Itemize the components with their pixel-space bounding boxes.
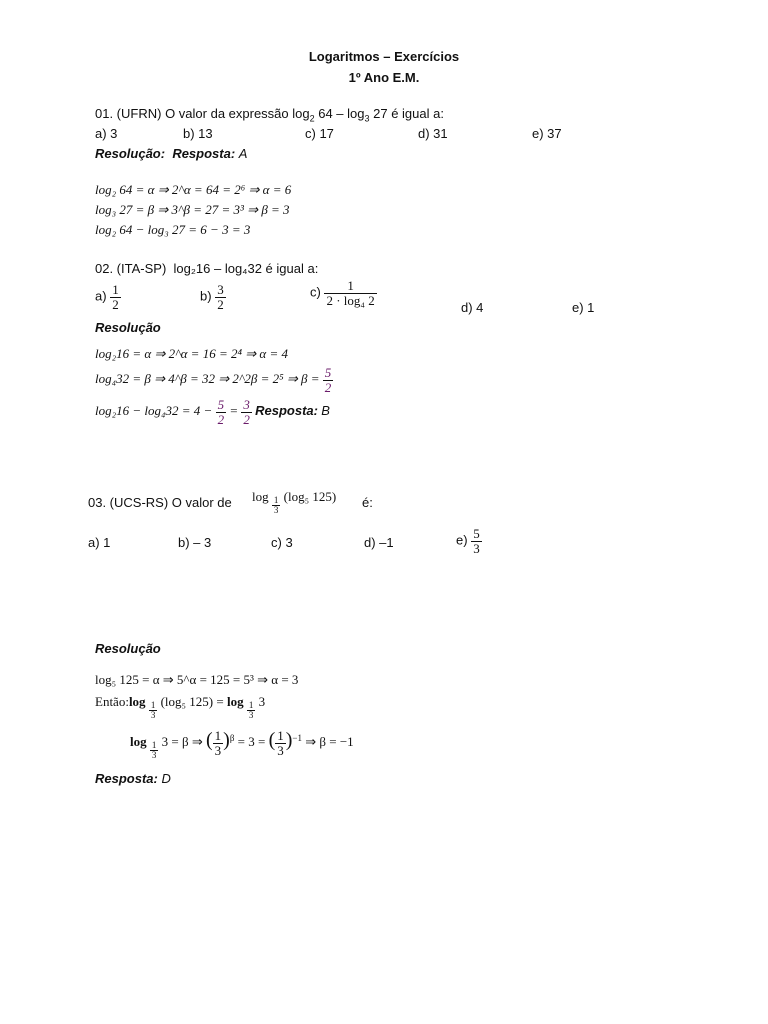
q3-option-e-fraction — [471, 527, 482, 555]
q2-option-b-label: b) — [200, 288, 212, 304]
q3-expr-base-den: 3 — [273, 505, 279, 515]
q3-step-3-paren-close-1: ) — [223, 729, 230, 752]
q2-step-2-num: 5 — [324, 365, 332, 380]
q2-option-c — [310, 279, 377, 307]
q3-option-e-den: 3 — [473, 540, 480, 556]
q3-step-3-base-den: 3 — [151, 750, 157, 761]
q3-step-3-frac-1 — [213, 729, 224, 757]
q1-option-d: d) 31 — [418, 126, 448, 141]
q1-option-c: c) 17 — [305, 126, 334, 141]
q3-step-2-log2: log — [226, 694, 244, 709]
q1-option-b: b) 13 — [183, 126, 213, 141]
question-3-suffix: é: — [362, 495, 373, 510]
q2-option-a-den: 2 — [112, 296, 119, 312]
q1-step-2: log₃ 27 = β ⇒ 3^β = 27 = 3³ ⇒ β = 3 — [95, 202, 290, 217]
q3-step-3-mid: 3 = β ⇒ — [161, 734, 203, 750]
question-1-statement — [95, 106, 444, 124]
q2-option-b-num: 3 — [217, 282, 224, 297]
q3-option-e — [456, 527, 482, 555]
page-title: Logaritmos – Exercícios — [308, 49, 460, 64]
q3-step-3 — [130, 729, 354, 761]
q3-step-3-end: ⇒ β = −1 — [305, 734, 354, 750]
q3-step-3-exp1: β — [229, 732, 235, 743]
q3-step-2-base2-den: 3 — [248, 710, 254, 720]
question-1-sub1: 2 — [309, 113, 315, 124]
q3-option-d: d) –1 — [364, 535, 394, 550]
q3-step-2-end: 3 — [258, 694, 266, 709]
q3-expr-base-num: 1 — [273, 494, 279, 505]
q2-option-c-num: 1 — [324, 279, 376, 294]
q3-step-2 — [95, 694, 265, 720]
q1-step-3: log₂ 64 − log₃ 27 = 6 − 3 = 3 — [95, 222, 251, 237]
question-3-prefix: 03. (UCS-RS) O valor de — [88, 495, 232, 510]
q3-step-2-base2-num: 1 — [248, 699, 254, 710]
q2-step-3 — [95, 398, 330, 426]
q3-expr-inner: (log₅ 125) — [283, 489, 337, 504]
q2-option-a — [95, 283, 121, 311]
q1-resposta-label: Resposta: — [172, 146, 236, 161]
q2-step-2 — [95, 366, 333, 394]
q1-resolution-header — [95, 146, 247, 161]
q2-step-3-f1-num: 5 — [217, 397, 225, 412]
q2-resposta-label: Resposta: — [255, 403, 318, 419]
q2-option-c-label: c) — [310, 284, 321, 300]
q3-expr-base — [272, 496, 281, 516]
q3-option-c: c) 3 — [271, 535, 293, 550]
q2-option-b — [200, 283, 226, 311]
question-2-prefix: 02. (ITA-SP) — [95, 261, 167, 276]
q3-resolucao-label: Resolução — [95, 641, 161, 656]
q3-step-3-frac-1-num: 1 — [214, 728, 222, 743]
q3-resposta-label: Resposta: — [95, 771, 158, 786]
question-1-text-pre: O valor da expressão log — [165, 106, 310, 121]
q2-option-b-fraction — [215, 283, 226, 311]
q2-option-a-num: 1 — [112, 282, 119, 297]
q3-step-2-base-num: 1 — [150, 699, 156, 710]
q3-step-3-frac-2-den: 3 — [277, 742, 284, 758]
q3-step-3-frac-1-den: 3 — [214, 742, 222, 758]
q3-step-3-paren-open-2: ( — [268, 729, 276, 752]
question-1-text-mid: 64 – log — [314, 106, 365, 121]
q1-step-1: log₂ 64 = α ⇒ 2^α = 64 = 2⁶ ⇒ α = 6 — [95, 182, 292, 197]
q2-resolucao-label: Resolução — [95, 320, 161, 335]
question-1-sub2: 3 — [364, 113, 370, 124]
q3-step-3-base — [150, 741, 159, 761]
q1-option-a: a) 3 — [95, 126, 118, 141]
q3-resposta-value: D — [161, 771, 171, 786]
q2-step-3-text: log₂16 − log₄32 = 4 − — [95, 403, 213, 419]
q3-option-a: a) 1 — [88, 535, 111, 550]
q2-step-2-text: log₄32 = β ⇒ 4^β = 32 ⇒ 2^2β = 2⁵ ⇒ β = — [95, 371, 320, 387]
q2-step-3-f1-den: 2 — [217, 411, 225, 427]
q3-step-3-base-num: 1 — [151, 739, 157, 750]
q3-step-3-exp2: −1 — [292, 732, 302, 743]
q2-step-3-equals: = — [229, 403, 239, 419]
q3-answer — [95, 771, 171, 786]
q2-step-2-fraction — [323, 366, 334, 394]
q2-option-e: e) 1 — [572, 300, 595, 315]
q2-step-3-f2-num: 3 — [243, 397, 250, 412]
question-3-expression — [252, 489, 336, 515]
question-2-text: log₂16 – log₄32 é igual a: — [173, 261, 319, 276]
q2-option-c-fraction — [324, 279, 376, 307]
q3-step-2-inner: (log₅ 125) = — [160, 694, 224, 709]
q3-step-2-pre: Então: — [95, 694, 129, 709]
q2-option-d: d) 4 — [461, 300, 484, 315]
q3-step-1: log₅ 125 = α ⇒ 5^α = 125 = 5³ ⇒ α = 3 — [95, 672, 299, 687]
q3-step-2-log: log — [128, 694, 146, 709]
q1-option-e: e) 37 — [532, 126, 562, 141]
q1-resposta-value: A — [238, 146, 248, 161]
q2-option-a-label: a) — [95, 288, 107, 304]
q3-step-3-frac-2 — [275, 729, 286, 757]
q2-resposta-value: B — [321, 403, 330, 419]
q3-step-3-frac-2-num: 1 — [277, 728, 284, 743]
q2-option-c-den: 2 · log₄ 2 — [326, 292, 375, 308]
question-2-statement — [95, 261, 318, 276]
q3-expr-log: log — [252, 489, 269, 504]
q3-step-2-base-den: 3 — [150, 710, 156, 720]
q2-step-3-fraction-1 — [216, 398, 227, 426]
q2-option-a-fraction — [110, 283, 121, 311]
q3-option-b: b) – 3 — [178, 535, 212, 550]
q2-option-b-den: 2 — [217, 296, 224, 312]
q3-step-2-base — [149, 701, 158, 721]
q1-resolucao-label: Resolução: — [95, 146, 166, 161]
q2-step-2-den: 2 — [324, 379, 332, 395]
q3-option-e-num: 5 — [473, 526, 480, 541]
q3-option-e-label: e) — [456, 532, 468, 548]
q2-step-3-f2-den: 2 — [243, 411, 250, 427]
q3-step-2-base2 — [247, 701, 256, 721]
question-1-text-post: 27 é igual a: — [369, 106, 444, 121]
question-1-prefix: 01. (UFRN) — [95, 106, 162, 121]
q3-step-3-mid2: = 3 = — [237, 734, 266, 750]
q2-step-1: log₂16 = α ⇒ 2^α = 16 = 2⁴ ⇒ α = 4 — [95, 346, 288, 361]
page-subtitle: 1º Ano E.M. — [348, 70, 420, 85]
q3-step-3-paren-close-2: ) — [285, 729, 293, 752]
q3-step-3-paren-open-1: ( — [205, 729, 213, 752]
q2-step-3-fraction-2 — [241, 398, 252, 426]
q3-step-3-log: log — [130, 734, 147, 750]
